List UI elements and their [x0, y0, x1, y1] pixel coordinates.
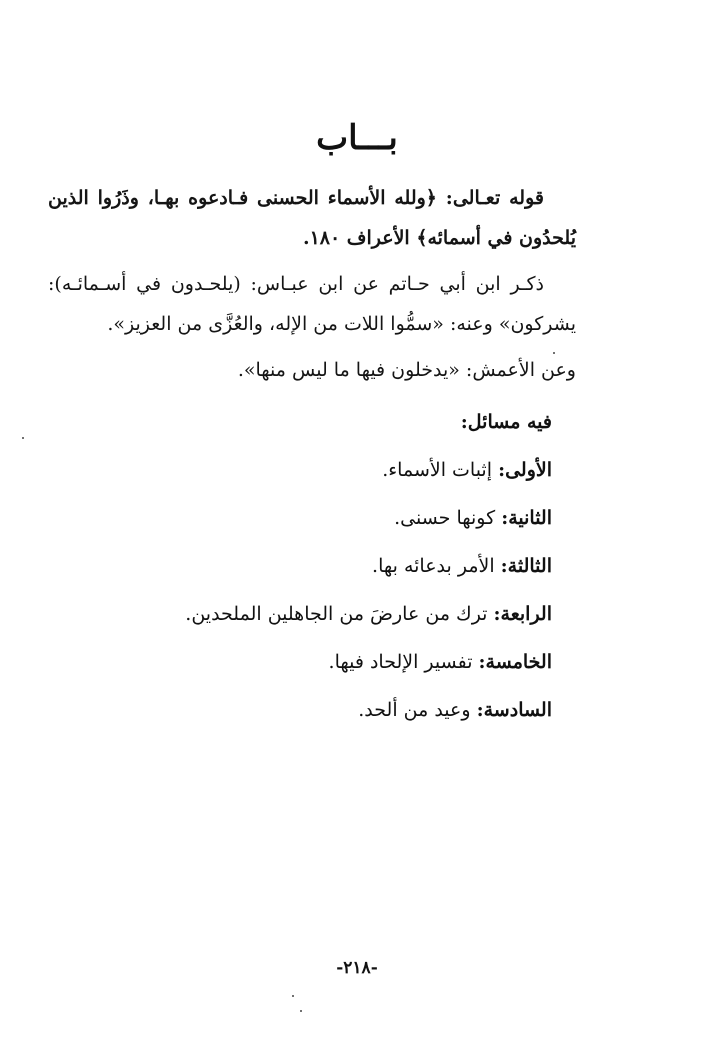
issue-label: الأولى: — [498, 459, 552, 481]
list-item — [32, 494, 552, 542]
quran-verse-paragraph: قوله تعـالى: ﴿ولله الأسماء الحسنى فـادعوه بهـا، وذَرُوا الذين يُلحدُون في أسمائه﴾ الأعراف ١٨٠. — [48, 187, 576, 249]
issues-heading: فيه مسائل: — [460, 411, 552, 433]
chapter-title: بـــاب — [316, 118, 398, 158]
list-item — [32, 590, 552, 638]
issue-text: كونها حسنى. — [394, 507, 496, 529]
issue-text: تفسير الإلحاد فيها. — [328, 651, 473, 673]
list-item — [32, 542, 552, 590]
issue-label: السادسة: — [476, 699, 552, 721]
issue-text: الأمر بدعائه بها. — [372, 555, 495, 577]
scan-speck — [22, 437, 24, 439]
scan-speck — [553, 352, 555, 354]
list-item — [32, 446, 552, 494]
issue-text: ترك من عارضَ من الجاهلين الملحدين. — [185, 603, 488, 625]
ibn-abi-hatim-paragraph: ذكـر ابن أبي حـاتم عن ابن عبـاس: (يلحـدون في أسـمائـه): يشركون» وعنه: «سمُّوا اللات من الإله، والعُزَّى من العزيز». — [48, 273, 576, 335]
issue-label: الثانية: — [501, 507, 552, 529]
issues-list — [32, 398, 552, 734]
issue-label: الثالثة: — [500, 555, 552, 577]
issue-label: الخامسة: — [478, 651, 552, 673]
list-item — [32, 686, 552, 734]
scan-speck — [300, 1010, 302, 1012]
page-number: -٢١٨- — [336, 958, 378, 978]
issue-text: وعيد من ألحد. — [358, 699, 471, 721]
list-item — [32, 638, 552, 686]
issue-label: الرابعة: — [493, 603, 552, 625]
al-amash-paragraph: وعن الأعمش: «يدخلون فيها ما ليس منها». — [237, 359, 576, 381]
issue-text: إثبات الأسماء. — [382, 459, 493, 481]
scan-speck — [292, 995, 294, 997]
